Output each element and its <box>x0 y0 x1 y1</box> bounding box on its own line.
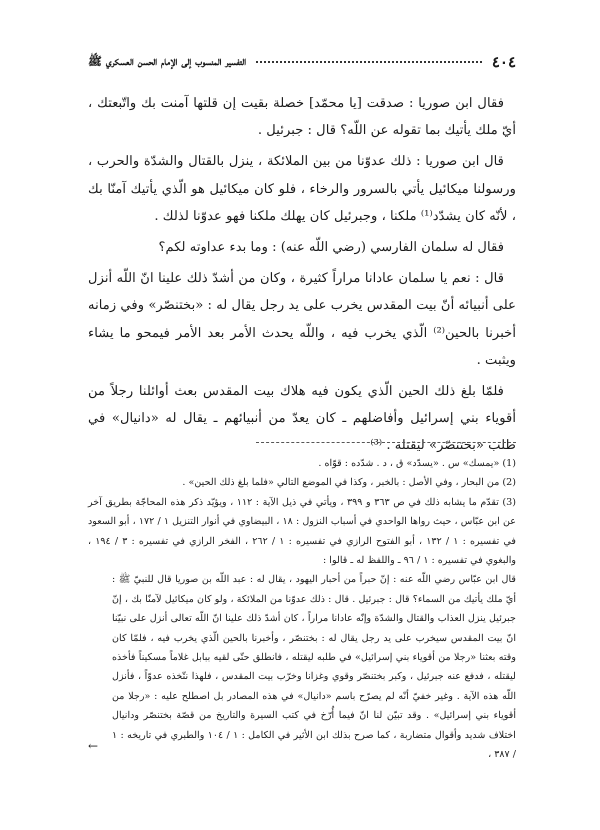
main-text <box>88 90 516 464</box>
footnote: (3) تقدّم ما يشابه ذلك في ص ٣٦٣ و ٣٩٩ ، ويأتي في ذيل الآية : ١١٢ ، ويؤيّد ذكر هذه المحاجّة بطريق آخر عن ابن عبّاس ، حيث رواها الواحدي في أسباب النزول : ١٨ ، البيضاوي في أنوار التنزيل ١ / ١٧٢ ، أبو السعود في تفسيره : ١ / ١٣٢ ، أبو الفتوح الرازي في تفسيره : ١ / ٢٦٢ ، الفخر الرازي في تفسيره : ٣ / ١٩٤ ، والبغوي في تفسيره : ١ / ٩٦ ـ واللفظ له ـ قالوا : <box>88 496 517 567</box>
paragraph: فلمّا بلغ ذلك الحين الّذي يكون فيه هلاك بيت المقدس بعث أوائلنا رجلاً من أقوياء بني إسرائيل وأفاضلهم ـ كان يعدّ من أنبيائهم ـ يقال له «دانيال» في طلب «بختنصّر» ليقتله . ⁽³⁾ <box>88 384 516 454</box>
paragraph: فقال له سلمان الفارسي (رضي اللّه عنه) : وما بدء عداوته لكم؟ <box>158 240 504 256</box>
continue-arrow-icon: ← <box>88 739 99 754</box>
paragraph: قال : نعم يا سلمان عادانا مراراً كثيرة ، وكان من أشدّ ذلك علينا انّ اللّه أنزل على أنبيائه أنّ بيت المقدس يخرب على يد رجل يقال له : «بختنصّر» وفي زمانه أخبرنا بالحين⁽²⁾ الّذي يخرب فيه ، واللّه يحدث الأمر بعد الأمر فيمحو ما يشاء ويثبت . <box>88 271 516 368</box>
header-dotted-rule <box>256 61 482 63</box>
page-header <box>88 52 516 72</box>
footnote-separator <box>256 442 516 443</box>
running-title: التفسير المنسوب إلى الإمام الحسن العسكري ﷺ <box>88 53 247 68</box>
footnote-continuation <box>88 570 516 764</box>
paragraph: فقال ابن صوريا : صدقت [يا محمّد] خصلة بقيت إن قلتها آمنت بك واتّبعتك ، أيّ ملك يأتيك بما تقوله عن اللّه؟ قال : جبرئيل . <box>88 96 516 139</box>
footnotes <box>88 454 516 765</box>
footnote-quote: قال ابن عبّاس رضي اللّه عنه : إنّ حبراً من أحبار اليهود ، يقال له : عبد اللّه بن صوريا قال للنبيّ ﷺ : أيّ ملك يأتيك من السماء؟ قال : جبرئيل . قال : ذلك عدوّنا من الملائكة ، ولو كان ميكائيل لآمنّا بك ، إنّ جبرئيل ينزل العذاب والقتال والشدّة وإنّه عادانا مراراً ، كان أشدّ ذلك علينا انّ اللّه تعالى أنزل على نبيّنا انّ بيت المقدس سيخرب على يد رجل يقال له : بختنصّر ، وأخبرنا بالحين الّذي يخرب فيه ، فلمّا كان وقته بعثنا «رجلا من أقوياء بني إسرائيل» في طلبه ليقتله ، فانطلق حتّى لقيه ببابل غلاماً مسكيناً فأخذه ليقتله ، فدفع عنه جبرئيل ، وكبر بختنصّر وقوي وغزانا وخرّب بيت المقدس ، فلهذا نتّخذه عدوّاً ، فأنزل اللّه هذه الآية . وغير خفيّ أنّه لم يصرّح باسم «دانيال» في هذه المصادر بل اصطلح عليه : «رجلا من أقوياء بني إسرائيل» . وقد تبيّن لنا انّ فيما أُرّخ في كتب السيرة والتاريخ من قصّة بختنصّر ودانيال اختلاف شديد وأقوال متضاربة ، كما صرح بذلك ابن الأثير في الكامل : ١ / ١٠٤ والطبري في تاريخه : ١ / ٣٨٧ ، <box>112 574 516 761</box>
paragraph: قال ابن صوريا : ذلك عدوّنا من بين الملائكة ، ينزل بالقتال والشدّة والحرب ، ورسولنا ميكائيل يأتي بالسرور والرخاء ، فلو كان ميكائيل هو الّذي يأتيك آمنّا بك ، لأنّه كان يشدّد⁽¹⁾ ملكنا ، وجبرئيل كان يهلك ملكنا فهو عدوّنا لذلك . <box>88 154 516 224</box>
footnote: (1) «يمسك» س . «يسدّد» ق ، د . شدّده : قوّاه . <box>318 458 516 469</box>
page-number: ٤٠٤ <box>491 53 516 71</box>
footnote: (2) من البحار ، وفي الأصل : بالخبر ، وكذا في الموضع التالي «فلما بلغ ذلك الحين» . <box>182 477 516 489</box>
